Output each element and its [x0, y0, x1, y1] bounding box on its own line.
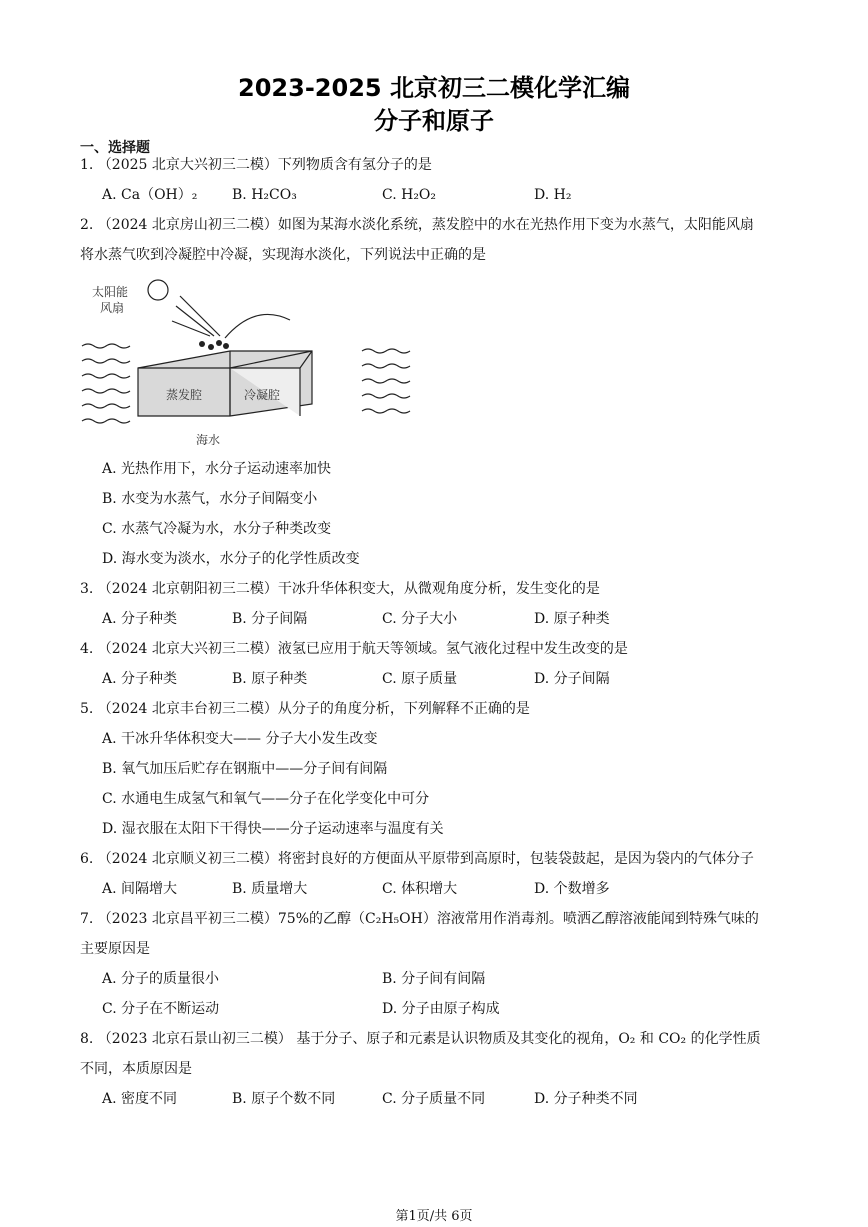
q5-option-c: C. 水通电生成氢气和氧气——分子在化学变化中可分: [102, 791, 430, 807]
q1-option-d: D. H₂: [534, 187, 572, 203]
q8-option-d: D. 分子种类不同: [534, 1091, 638, 1107]
q4-option-d: D. 分子间隔: [534, 671, 610, 687]
q7-option-c: C. 分子在不断运动: [102, 1001, 220, 1017]
q3-option-c: C. 分子大小: [382, 611, 458, 627]
question-2-stem: 2. （2024 北京房山初三二模）如图为某海水淡化系统，蒸发腔中的水在光热作用下变为水蒸气，太阳能风扇: [80, 217, 754, 233]
question-4-stem: 4. （2024 北京大兴初三二模）液氢已应用于航天等领域。氢气液化过程中发生改变的是: [80, 641, 628, 657]
fig-fan-label-2: 风扇: [100, 301, 125, 315]
section-heading: 一、选择题: [80, 140, 150, 156]
fig-fan-label-1: 太阳能: [92, 285, 129, 299]
question-7-stem-cont: 主要原因是: [80, 941, 150, 957]
q5-option-a: A. 干冰升华体积变大—— 分子大小发生改变: [102, 731, 378, 747]
q7-option-b: B. 分子间有间隔: [382, 971, 486, 987]
fig-sea-label: 海水: [196, 433, 221, 447]
q3-option-d: D. 原子种类: [534, 611, 610, 627]
q6-option-c: C. 体积增大: [382, 881, 458, 897]
q7-option-a: A. 分子的质量很小: [102, 971, 220, 987]
q3-option-b: B. 分子间隔: [232, 611, 308, 627]
q2-option-a: A. 光热作用下，水分子运动速率加快: [102, 461, 332, 477]
q7-option-d: D. 分子由原子构成: [382, 1001, 500, 1017]
q6-option-d: D. 个数增多: [534, 881, 610, 897]
q6-option-b: B. 质量增大: [232, 881, 308, 897]
q2-option-c: C. 水蒸气冷凝为水，水分子种类改变: [102, 521, 332, 537]
page-footer: 第1页/共 6页: [395, 1209, 473, 1224]
q4-option-a: A. 分子种类: [102, 671, 178, 687]
q2-option-b: B. 水变为水蒸气，水分子间隔变小: [102, 491, 318, 507]
q2-option-d: D. 海水变为淡水，水分子的化学性质改变: [102, 551, 360, 567]
question-7-stem: 7. （2023 北京昌平初三二模）75%的乙醇（C₂H₅OH）溶液常用作消毒剂。喷洒乙醇溶液能闻到特殊气味的: [80, 911, 759, 927]
q1-option-c: C. H₂O₂: [382, 187, 437, 203]
q4-option-c: C. 原子质量: [382, 671, 458, 687]
question-3-stem: 3. （2024 北京朝阳初三二模）干冰升华体积变大，从微观角度分析，发生变化的是: [80, 581, 600, 597]
q4-option-b: B. 原子种类: [232, 671, 308, 687]
q8-option-a: A. 密度不同: [102, 1091, 178, 1107]
doc-title: 2023-2025 北京初三二模化学汇编: [238, 74, 630, 102]
question-8-stem: 8. （2023 北京石景山初三二模） 基于分子、原子和元素是认识物质及其变化的视角，O₂ 和 CO₂ 的化学性质: [80, 1031, 761, 1047]
q5-option-b: B. 氧气加压后贮存在钢瓶中——分子间有间隔: [102, 761, 388, 777]
desalination-figure: [80, 276, 420, 451]
question-8-stem-cont: 不同，本质原因是: [80, 1061, 192, 1077]
q8-option-c: C. 分子质量不同: [382, 1091, 486, 1107]
q1-option-a: A. Ca（OH）₂: [102, 187, 198, 203]
q5-option-d: D. 湿衣服在太阳下干得快——分子运动速率与温度有关: [102, 821, 444, 837]
question-5-stem: 5. （2024 北京丰台初三二模）从分子的角度分析，下列解释不正确的是: [80, 701, 530, 717]
fig-evap-label: 蒸发腔: [166, 388, 203, 402]
q6-option-a: A. 间隔增大: [102, 881, 178, 897]
question-1-stem: 1. （2025 北京大兴初三二模）下列物质含有氢分子的是: [80, 157, 432, 173]
q1-option-b: B. H₂CO₃: [232, 187, 297, 203]
doc-subtitle: 分子和原子: [374, 107, 494, 135]
q3-option-a: A. 分子种类: [102, 611, 178, 627]
fig-cond-label: 冷凝腔: [244, 388, 281, 402]
q8-option-b: B. 原子个数不同: [232, 1091, 336, 1107]
question-6-stem: 6. （2024 北京顺义初三二模）将密封良好的方便面从平原带到高原时，包装袋鼓起，是因为袋内的气体分子: [80, 851, 754, 867]
question-2-stem-cont: 将水蒸气吹到冷凝腔中冷凝，实现海水淡化，下列说法中正确的是: [80, 247, 486, 263]
